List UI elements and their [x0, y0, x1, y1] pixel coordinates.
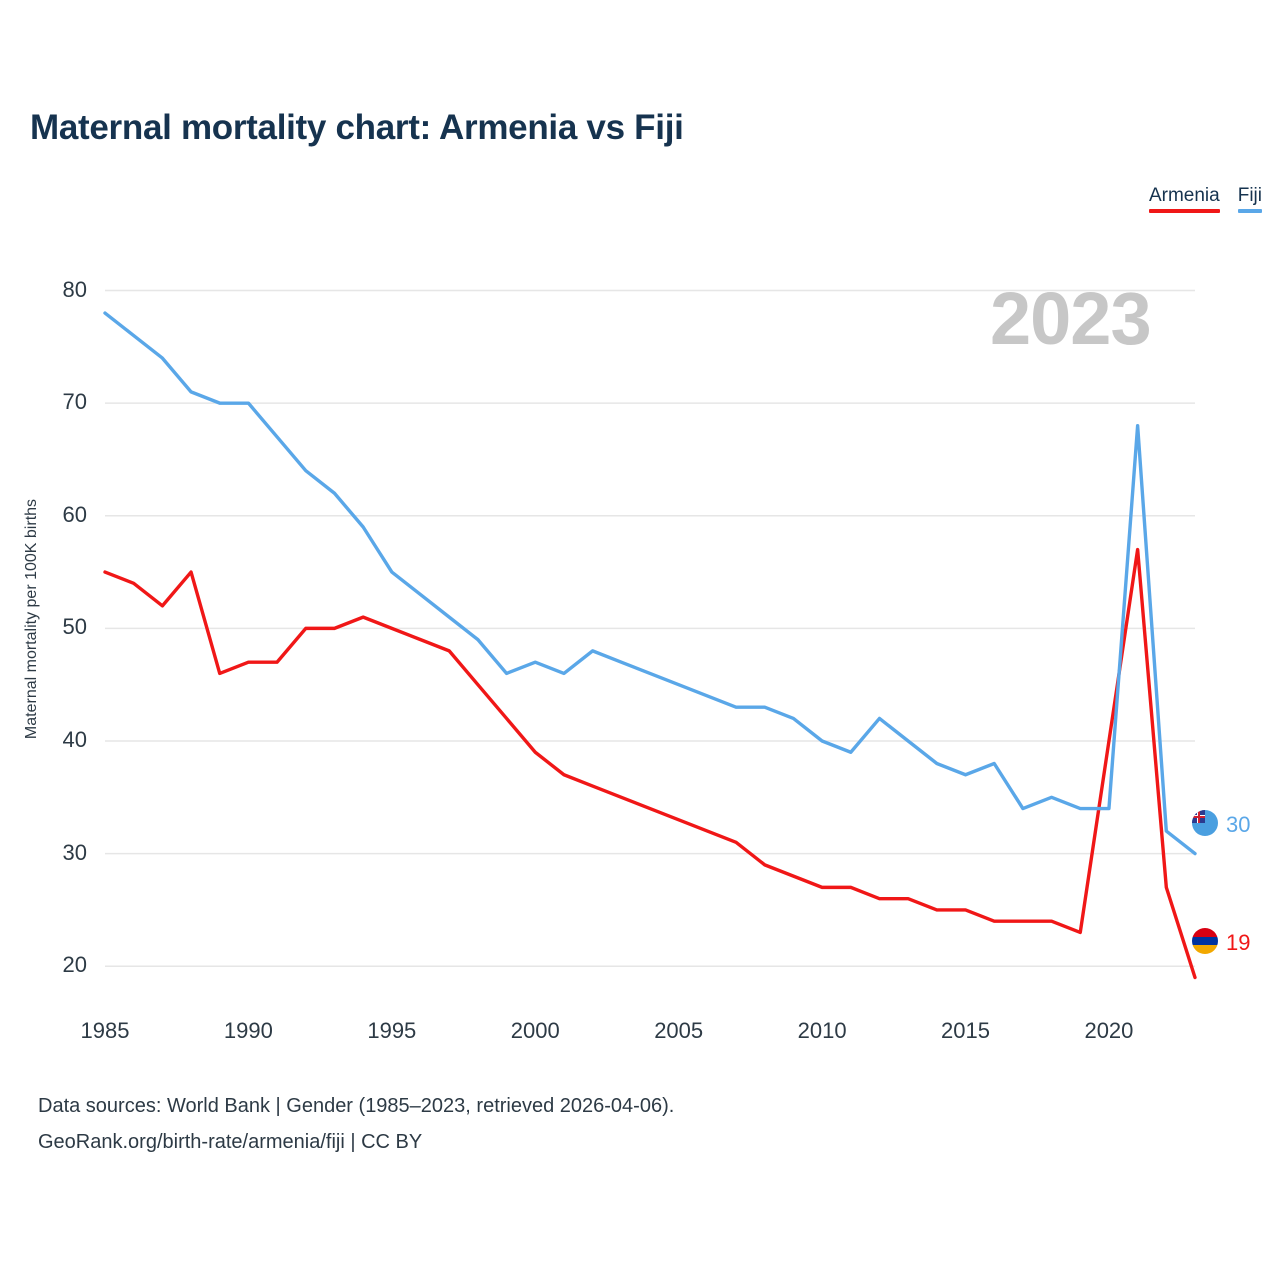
series-line-fiji: [105, 313, 1195, 854]
footnote: [38, 1088, 674, 1160]
x-tick-label: 2010: [797, 1018, 847, 1043]
year-watermark: 2023: [990, 277, 1151, 360]
legend-label-fiji: Fiji: [1237, 185, 1262, 206]
series-line-armenia: [105, 550, 1195, 978]
page-title: Maternal mortality chart: Armenia vs Fiji: [30, 108, 684, 147]
y-tick-label: 20: [62, 952, 87, 978]
y-tick-label: 60: [62, 501, 87, 527]
x-tick-label: 2015: [941, 1018, 990, 1043]
x-tick-label: 2005: [654, 1018, 704, 1043]
x-tick-label: 1995: [367, 1018, 417, 1043]
x-tick-label: 2020: [1084, 1018, 1134, 1043]
y-tick-label: 50: [62, 614, 87, 640]
x-tick-label: 2000: [510, 1018, 560, 1043]
fiji-flag-icon: [1192, 810, 1218, 836]
armenia-flag-icon: [1192, 928, 1218, 954]
y-tick-label: 30: [62, 839, 87, 865]
x-tick-label: 1985: [80, 1018, 130, 1043]
y-tick-label: 40: [62, 726, 87, 752]
footnote-line-2: GeoRank.org/birth-rate/armenia/fiji | CC BY: [38, 1131, 423, 1153]
y-tick-label: 70: [62, 389, 87, 415]
legend-label-armenia: Armenia: [1148, 185, 1220, 206]
footnote-line-1: Data sources: World Bank | Gender (1985–2023, retrieved 2026-04-06).: [38, 1095, 675, 1117]
x-tick-label: 1990: [223, 1018, 273, 1043]
armenia-endpoint-value: 19: [1226, 930, 1251, 955]
fiji-endpoint-value: 30: [1226, 812, 1251, 837]
y-tick-label: 80: [62, 276, 87, 302]
y-axis-title: Maternal mortality per 100K births: [23, 498, 40, 740]
